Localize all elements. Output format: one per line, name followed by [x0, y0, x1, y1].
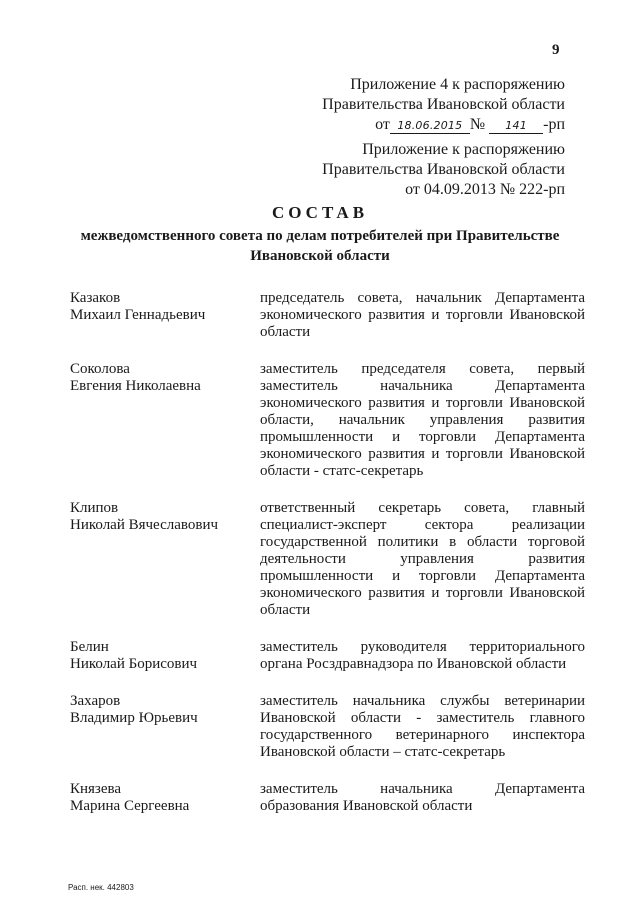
handwritten-date: 18.06.2015 [390, 119, 470, 134]
member-role: ответственный секретарь совета, главный специалист-эксперт сектора реализации государственной политики в области торговой деятельности управления развития промышленности и торговли Департамента экономического развития и торговли Ивановской области [260, 500, 585, 618]
appendix-current-date-line [322, 115, 565, 135]
member-entry [70, 361, 585, 480]
member-name [70, 500, 260, 619]
member-role: заместитель начальника службы ветеринарии Ивановской области - заместитель главного государственного ветеринарного инспектора Ивановской области – статс-секретарь [260, 693, 585, 760]
member-role: заместитель начальника Департамента образования Ивановской области [260, 781, 585, 814]
number-label: № [469, 116, 486, 133]
member-name [70, 693, 260, 761]
member-given-name: Николай Вячеславович [70, 517, 219, 533]
appendix-original-line3: от 04.09.2013 № 222-рп [405, 181, 565, 198]
member-given-name: Николай Борисович [70, 656, 198, 672]
member-surname: Князева [70, 781, 122, 797]
appendix-header-original [322, 140, 565, 200]
appendix-original-line2: Правительства Ивановской области [322, 161, 565, 178]
member-role: заместитель руководителя территориального органа Росздравнадзора по Ивановской области [260, 639, 585, 672]
member-surname: Клипов [70, 500, 119, 516]
appendix-current-line2: Правительства Ивановской области [322, 96, 565, 113]
appendix-original-line1: Приложение к распоряжению [362, 141, 565, 158]
number-suffix: -рп [543, 116, 565, 133]
member-role: председатель совета, начальник Департамента экономического развития и торговли Ивановской области [260, 290, 585, 340]
member-given-name: Марина Сергеевна [70, 798, 190, 814]
member-entry [70, 290, 585, 341]
member-given-name: Михаил Геннадьевич [70, 307, 206, 323]
member-name [70, 290, 260, 341]
footer-stamp: Расп. нек. 442803 [68, 883, 134, 892]
members-list [70, 290, 585, 835]
handwritten-number: 141 [489, 119, 543, 134]
member-name [70, 361, 260, 480]
from-label: от [375, 116, 390, 133]
member-surname: Казаков [70, 290, 121, 306]
subtitle-line1: межведомственного совета по делам потребителей при Правительстве [80, 228, 560, 244]
member-name [70, 639, 260, 673]
appendix-current-line1: Приложение 4 к распоряжению [350, 76, 565, 93]
document-title: СОСТАВ [271, 203, 369, 222]
appendix-header-current [322, 75, 565, 135]
document-subtitle [70, 226, 570, 266]
member-role: заместитель председателя совета, первый заместитель начальника Департамента экономического развития и торговли Ивановской области, начальник управления развития промышленности и торговли Департамента экономического развития и торговли Ивановской области - статс-секретарь [260, 361, 585, 479]
subtitle-line2: Ивановской области [250, 248, 390, 264]
member-entry [70, 500, 585, 619]
page-number: 9 [552, 42, 560, 58]
member-entry [70, 639, 585, 673]
member-entry [70, 781, 585, 815]
member-surname: Соколова [70, 361, 130, 377]
member-surname: Белин [70, 639, 109, 655]
member-name [70, 781, 260, 815]
member-given-name: Владимир Юрьевич [70, 710, 198, 726]
member-entry [70, 693, 585, 761]
member-surname: Захаров [70, 693, 121, 709]
member-given-name: Евгения Николаевна [70, 378, 201, 394]
